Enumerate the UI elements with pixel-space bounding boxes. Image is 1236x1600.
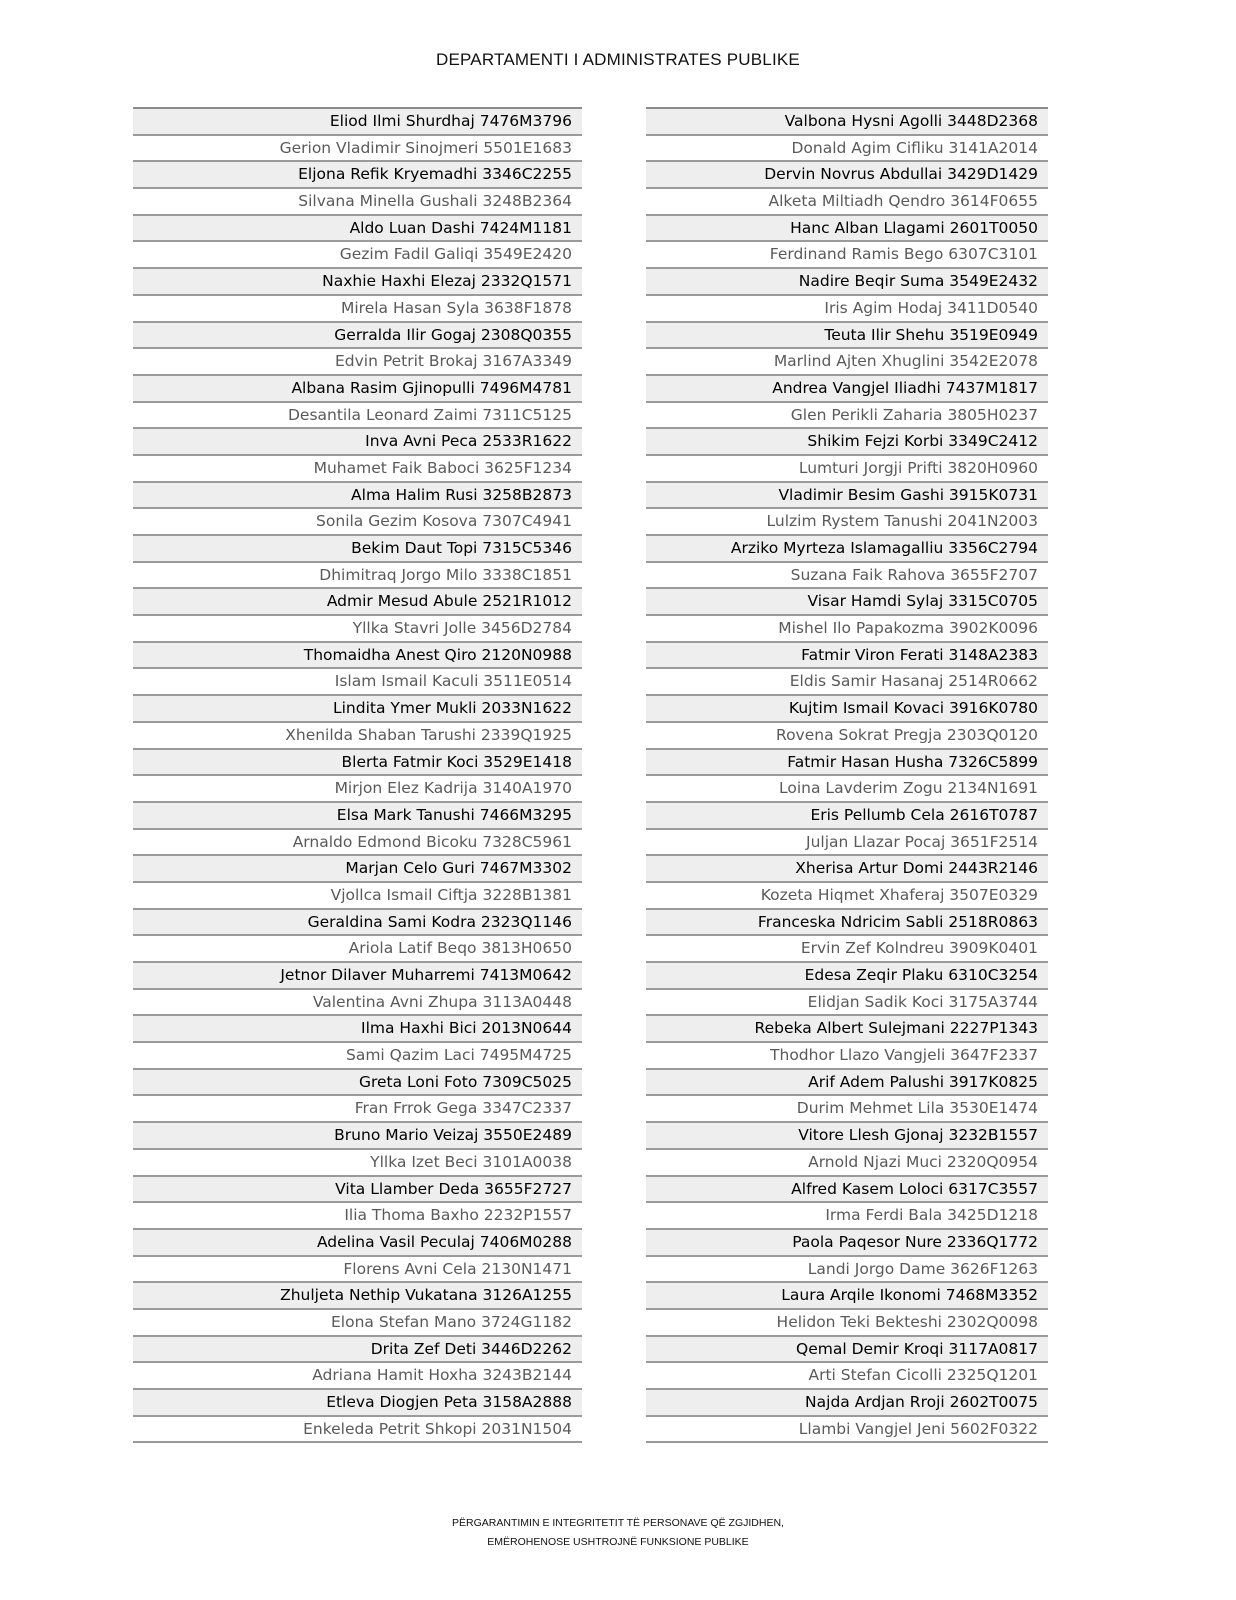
right-name-row: Irma Ferdi Bala 3425D1218 — [646, 1203, 1048, 1230]
left-name-row: Bruno Mario Veizaj 3550E2489 — [133, 1123, 582, 1150]
right-name-row: Xherisa Artur Domi 2443R2146 — [646, 856, 1048, 883]
right-name-row: Alfred Kasem Loloci 6317C3557 — [646, 1177, 1048, 1204]
right-name-row: Juljan Llazar Pocaj 3651F2514 — [646, 830, 1048, 857]
right-name-row: Donald Agim Cifliku 3141A2014 — [646, 136, 1048, 163]
left-name-row: Florens Avni Cela 2130N1471 — [133, 1257, 582, 1284]
left-name-row: Marjan Celo Guri 7467M3302 — [133, 856, 582, 883]
right-name-row: Rebeka Albert Sulejmani 2227P1343 — [646, 1016, 1048, 1043]
left-name-row: Muhamet Faik Baboci 3625F1234 — [133, 456, 582, 483]
right-name-row: Vitore Llesh Gjonaj 3232B1557 — [646, 1123, 1048, 1150]
left-name-row: Ilma Haxhi Bici 2013N0644 — [133, 1016, 582, 1043]
right-name-row: Arif Adem Palushi 3917K0825 — [646, 1070, 1048, 1097]
footer-line-1: PËRGARANTIMIN E INTEGRITETIT TË PERSONAVE QË ZGJIDHEN, — [452, 1517, 784, 1529]
right-name-row: Thodhor Llazo Vangjeli 3647F2337 — [646, 1043, 1048, 1070]
page-footer — [0, 1514, 1236, 1552]
right-name-row: Dervin Novrus Abdullai 3429D1429 — [646, 162, 1048, 189]
left-name-row: Desantila Leonard Zaimi 7311C5125 — [133, 403, 582, 430]
left-name-row: Valentina Avni Zhupa 3113A0448 — [133, 990, 582, 1017]
right-name-row: Eldis Samir Hasanaj 2514R0662 — [646, 669, 1048, 696]
right-name-row: Ervin Zef Kolndreu 3909K0401 — [646, 936, 1048, 963]
right-name-row: Edesa Zeqir Plaku 6310C3254 — [646, 963, 1048, 990]
left-name-row: Gerion Vladimir Sinojmeri 5501E1683 — [133, 136, 582, 163]
right-name-row: Elidjan Sadik Koci 3175A3744 — [646, 990, 1048, 1017]
left-name-row: Sami Qazim Laci 7495M4725 — [133, 1043, 582, 1070]
right-name-row: Landi Jorgo Dame 3626F1263 — [646, 1257, 1048, 1284]
right-name-row: Fatmir Viron Ferati 3148A2383 — [646, 643, 1048, 670]
right-name-row: Nadire Beqir Suma 3549E2432 — [646, 269, 1048, 296]
left-name-row: Elsa Mark Tanushi 7466M3295 — [133, 803, 582, 830]
right-name-row: Lulzim Rystem Tanushi 2041N2003 — [646, 509, 1048, 536]
right-name-row: Arti Stefan Cicolli 2325Q1201 — [646, 1363, 1048, 1390]
right-name-row: Najda Ardjan Rroji 2602T0075 — [646, 1390, 1048, 1417]
left-name-row: Zhuljeta Nethip Vukatana 3126A1255 — [133, 1283, 582, 1310]
right-name-row: Llambi Vangjel Jeni 5602F0322 — [646, 1417, 1048, 1444]
left-name-row: Dhimitraq Jorgo Milo 3338C1851 — [133, 563, 582, 590]
right-name-row: Rovena Sokrat Pregja 2303Q0120 — [646, 723, 1048, 750]
right-name-row: Alketa Miltiadh Qendro 3614F0655 — [646, 189, 1048, 216]
left-name-row: Yllka Stavri Jolle 3456D2784 — [133, 616, 582, 643]
right-name-row: Durim Mehmet Lila 3530E1474 — [646, 1096, 1048, 1123]
left-name-row: Geraldina Sami Kodra 2323Q1146 — [133, 910, 582, 937]
left-name-row: Thomaidha Anest Qiro 2120N0988 — [133, 643, 582, 670]
left-name-row: Ariola Latif Beqo 3813H0650 — [133, 936, 582, 963]
right-name-row: Fatmir Hasan Husha 7326C5899 — [646, 750, 1048, 777]
right-name-row: Kujtim Ismail Kovaci 3916K0780 — [646, 696, 1048, 723]
right-name-row: Visar Hamdi Sylaj 3315C0705 — [646, 589, 1048, 616]
left-name-row: Mirjon Elez Kadrija 3140A1970 — [133, 776, 582, 803]
right-name-row: Iris Agim Hodaj 3411D0540 — [646, 296, 1048, 323]
footer-line-2: EMËROHENOSE USHTROJNË FUNKSIONE PUBLIKE — [487, 1536, 749, 1548]
left-name-row: Yllka Izet Beci 3101A0038 — [133, 1150, 582, 1177]
left-name-row: Vjollca Ismail Ciftja 3228B1381 — [133, 883, 582, 910]
left-name-row: Gezim Fadil Galiqi 3549E2420 — [133, 242, 582, 269]
right-name-row: Mishel Ilo Papakozma 3902K0096 — [646, 616, 1048, 643]
right-name-row: Helidon Teki Bekteshi 2302Q0098 — [646, 1310, 1048, 1337]
right-name-row: Franceska Ndricim Sabli 2518R0863 — [646, 910, 1048, 937]
left-name-row: Ilia Thoma Baxho 2232P1557 — [133, 1203, 582, 1230]
right-name-row: Arziko Myrteza Islamagalliu 3356C2794 — [646, 536, 1048, 563]
left-name-row: Islam Ismail Kaculi 3511E0514 — [133, 669, 582, 696]
right-name-row: Arnold Njazi Muci 2320Q0954 — [646, 1150, 1048, 1177]
left-name-row: Fran Frrok Gega 3347C2337 — [133, 1096, 582, 1123]
left-name-row: Greta Loni Foto 7309C5025 — [133, 1070, 582, 1097]
left-name-row: Mirela Hasan Syla 3638F1878 — [133, 296, 582, 323]
right-name-row: Kozeta Hiqmet Xhaferaj 3507E0329 — [646, 883, 1048, 910]
right-name-row: Laura Arqile Ikonomi 7468M3352 — [646, 1283, 1048, 1310]
left-name-row: Inva Avni Peca 2533R1622 — [133, 429, 582, 456]
right-name-row: Suzana Faik Rahova 3655F2707 — [646, 563, 1048, 590]
left-name-row: Admir Mesud Abule 2521R1012 — [133, 589, 582, 616]
left-name-row: Lindita Ymer Mukli 2033N1622 — [133, 696, 582, 723]
left-name-row: Bekim Daut Topi 7315C5346 — [133, 536, 582, 563]
left-name-column — [133, 107, 582, 1443]
left-name-row: Xhenilda Shaban Tarushi 2339Q1925 — [133, 723, 582, 750]
left-name-row: Edvin Petrit Brokaj 3167A3349 — [133, 349, 582, 376]
left-name-row: Elona Stefan Mano 3724G1182 — [133, 1310, 582, 1337]
right-name-row: Qemal Demir Kroqi 3117A0817 — [646, 1337, 1048, 1364]
left-name-row: Enkeleda Petrit Shkopi 2031N1504 — [133, 1417, 582, 1444]
left-name-row: Arnaldo Edmond Bicoku 7328C5961 — [133, 830, 582, 857]
page-title: DEPARTAMENTI I ADMINISTRATES PUBLIKE — [436, 50, 800, 69]
left-name-row: Eljona Refik Kryemadhi 3346C2255 — [133, 162, 582, 189]
left-name-row: Naxhie Haxhi Elezaj 2332Q1571 — [133, 269, 582, 296]
right-name-row: Loina Lavderim Zogu 2134N1691 — [646, 776, 1048, 803]
left-name-row: Alma Halim Rusi 3258B2873 — [133, 483, 582, 510]
right-name-row: Hanc Alban Llagami 2601T0050 — [646, 216, 1048, 243]
left-name-row: Aldo Luan Dashi 7424M1181 — [133, 216, 582, 243]
left-name-row: Gerralda Ilir Gogaj 2308Q0355 — [133, 323, 582, 350]
right-name-row: Valbona Hysni Agolli 3448D2368 — [646, 109, 1048, 136]
right-name-row: Shikim Fejzi Korbi 3349C2412 — [646, 429, 1048, 456]
left-name-row: Adriana Hamit Hoxha 3243B2144 — [133, 1363, 582, 1390]
right-name-column — [646, 107, 1048, 1443]
right-name-row: Andrea Vangjel Iliadhi 7437M1817 — [646, 376, 1048, 403]
right-name-row: Lumturi Jorgji Prifti 3820H0960 — [646, 456, 1048, 483]
right-name-row: Teuta Ilir Shehu 3519E0949 — [646, 323, 1048, 350]
left-name-row: Albana Rasim Gjinopulli 7496M4781 — [133, 376, 582, 403]
left-name-row: Silvana Minella Gushali 3248B2364 — [133, 189, 582, 216]
right-name-row: Ferdinand Ramis Bego 6307C3101 — [646, 242, 1048, 269]
left-name-row: Sonila Gezim Kosova 7307C4941 — [133, 509, 582, 536]
left-name-row: Blerta Fatmir Koci 3529E1418 — [133, 750, 582, 777]
left-name-row: Drita Zef Deti 3446D2262 — [133, 1337, 582, 1364]
right-name-row: Glen Perikli Zaharia 3805H0237 — [646, 403, 1048, 430]
right-name-row: Marlind Ajten Xhuglini 3542E2078 — [646, 349, 1048, 376]
right-name-row: Vladimir Besim Gashi 3915K0731 — [646, 483, 1048, 510]
right-name-row: Paola Paqesor Nure 2336Q1772 — [646, 1230, 1048, 1257]
left-name-row: Eliod Ilmi Shurdhaj 7476M3796 — [133, 109, 582, 136]
left-name-row: Jetnor Dilaver Muharremi 7413M0642 — [133, 963, 582, 990]
right-name-row: Eris Pellumb Cela 2616T0787 — [646, 803, 1048, 830]
left-name-row: Vita Llamber Deda 3655F2727 — [133, 1177, 582, 1204]
left-name-row: Etleva Diogjen Peta 3158A2888 — [133, 1390, 582, 1417]
left-name-row: Adelina Vasil Peculaj 7406M0288 — [133, 1230, 582, 1257]
